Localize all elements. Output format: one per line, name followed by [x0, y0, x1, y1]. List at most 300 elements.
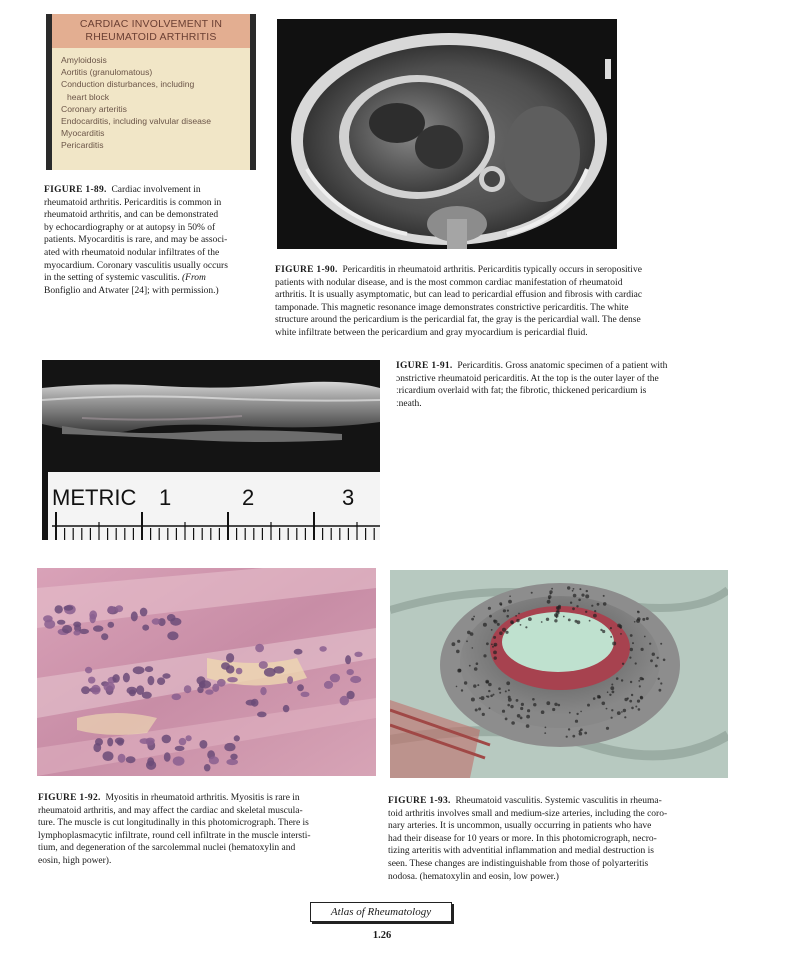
- inflammatory-cell: [587, 704, 590, 707]
- nucleus: [259, 661, 268, 669]
- inflammatory-cell: [486, 642, 489, 645]
- inflammatory-cell: [586, 590, 588, 592]
- nucleus: [107, 606, 115, 613]
- inflammatory-cell: [461, 689, 463, 691]
- ruler-label: METRIC: [52, 485, 137, 510]
- inflammatory-cell: [491, 644, 493, 646]
- nucleus: [142, 692, 152, 699]
- inflammatory-cell: [490, 695, 493, 698]
- inflammatory-cell: [622, 663, 624, 665]
- specimen-drawing: [42, 360, 380, 540]
- nucleus: [330, 674, 340, 683]
- inflammatory-cell: [659, 689, 662, 692]
- inflammatory-cell: [652, 653, 655, 656]
- inflammatory-cell: [471, 698, 475, 702]
- inflammatory-cell: [630, 648, 633, 651]
- inflammatory-cell: [492, 646, 494, 648]
- inflammatory-cell: [589, 620, 591, 622]
- ruler-number: 1: [159, 485, 172, 510]
- inflammatory-cell: [655, 665, 658, 668]
- inflammatory-cell: [558, 704, 561, 707]
- nucleus: [44, 620, 55, 629]
- book-title-box: [310, 902, 452, 922]
- inflammatory-cell: [660, 643, 662, 645]
- caption-line: tamponade. This magnetic resonance image demonstrates constrictive pericarditis. The white: [275, 302, 629, 313]
- inflammatory-cell: [555, 614, 558, 617]
- inflammatory-cell: [493, 651, 497, 655]
- inflammatory-cell: [541, 710, 545, 714]
- inflammatory-cell: [617, 711, 621, 715]
- nucleus: [205, 689, 213, 694]
- nucleus: [301, 692, 310, 697]
- nucleus: [324, 681, 333, 689]
- table-item: Amyloidosis: [61, 55, 107, 65]
- inflammatory-cell: [629, 700, 632, 703]
- inflammatory-cell: [483, 654, 486, 657]
- inflammatory-cell: [507, 610, 509, 612]
- nucleus: [234, 735, 240, 741]
- nucleus: [62, 625, 72, 633]
- nucleus: [173, 756, 185, 765]
- inflammatory-cell: [635, 662, 637, 664]
- inflammatory-cell: [591, 605, 593, 607]
- inflammatory-cell: [548, 595, 552, 599]
- nucleus: [260, 687, 266, 695]
- nucleus: [199, 682, 206, 688]
- inflammatory-cell: [576, 713, 578, 715]
- inflammatory-cell: [575, 720, 578, 723]
- inflammatory-cell: [499, 692, 501, 694]
- table-item: Aortitis (granulomatous): [61, 67, 153, 78]
- inflammatory-cell: [637, 617, 641, 621]
- caption-line: Myositis in rheumatoid arthritis. Myositis is rare in: [105, 793, 300, 803]
- inflammatory-cell: [570, 602, 572, 604]
- table-item: heart block: [67, 91, 110, 102]
- inflammatory-cell: [474, 667, 478, 671]
- figure-1-93-label: FIGURE 1-93.: [388, 796, 451, 806]
- inflammatory-cell: [469, 665, 471, 667]
- inflammatory-cell: [632, 642, 634, 644]
- inflammatory-cell: [517, 714, 521, 718]
- inflammatory-cell: [611, 717, 613, 719]
- inflammatory-cell: [526, 724, 530, 728]
- nucleus: [246, 700, 256, 706]
- caption-line: lymphoplasmacytic infiltrate, round cell infiltrate in the muscle intersti-: [38, 830, 311, 841]
- nucleus: [199, 740, 207, 749]
- nucleus: [224, 743, 235, 751]
- inflammatory-cell: [493, 636, 496, 639]
- figure-1-91-label: IGURE 1-91.: [396, 361, 453, 371]
- nucleus: [184, 685, 192, 693]
- caption-line: nary arteries. It is uncommon, usually occurring in patients who have: [388, 821, 652, 832]
- inflammatory-cell: [552, 708, 555, 711]
- table-item: Myocarditis: [61, 128, 105, 139]
- inflammatory-cell: [602, 702, 606, 706]
- mri-drawing: [277, 19, 617, 249]
- caption-line: nodosa. (hematoxylin and eosin, low power.): [388, 871, 559, 882]
- nucleus: [226, 759, 238, 765]
- inflammatory-cell: [488, 607, 491, 610]
- inflammatory-cell: [494, 656, 497, 659]
- nucleus: [227, 677, 238, 682]
- inflammatory-cell: [635, 706, 637, 708]
- inflammatory-cell: [572, 607, 575, 610]
- inflammatory-cell: [475, 709, 478, 712]
- nucleus: [152, 618, 161, 624]
- inflammatory-cell: [545, 727, 547, 729]
- inflammatory-cell: [629, 657, 631, 659]
- inflammatory-cell: [607, 691, 609, 693]
- inflammatory-cell: [507, 704, 510, 707]
- nucleus: [145, 666, 153, 672]
- caption-line: myocardium. Coronary vasculitis usually occurs: [44, 260, 228, 271]
- inflammatory-cell: [603, 595, 605, 597]
- inflammatory-cell: [581, 594, 584, 597]
- page-number: 1.26: [372, 930, 392, 941]
- inflammatory-cell: [499, 602, 502, 605]
- vasculitis-drawing: [390, 570, 728, 778]
- nucleus: [287, 676, 293, 684]
- inflammatory-cell: [568, 619, 571, 622]
- inflammatory-cell: [533, 703, 536, 706]
- inflammatory-cell: [520, 624, 522, 626]
- inflammatory-cell: [541, 621, 543, 623]
- caption-line: had their disease for 10 years or more. In this photomicrograph, necro-: [388, 833, 657, 844]
- nucleus: [297, 684, 304, 691]
- inflammatory-cell: [616, 677, 619, 680]
- inflammatory-cell: [506, 681, 510, 685]
- table-header: [52, 14, 250, 48]
- inflammatory-cell: [660, 682, 662, 684]
- inflammatory-cell: [546, 701, 550, 705]
- inflammatory-cell: [579, 732, 583, 736]
- caption-line: Rheumatoid vasculitis. Systemic vasculitis in rheuma-: [455, 796, 662, 806]
- nucleus: [148, 676, 155, 685]
- inflammatory-cell: [502, 710, 505, 713]
- ruler-number: 2: [242, 485, 255, 510]
- caption-line: patients with nodular disease, and is the most common cardiac manifestation of rheumatoid: [275, 277, 623, 288]
- caption-line: Pericarditis in rheumatoid arthritis. Pericarditis typically occurs in seropositive: [342, 265, 642, 275]
- vasculitis-micrograph: [390, 570, 728, 778]
- nucleus: [57, 620, 65, 625]
- inflammatory-cell: [576, 605, 578, 607]
- inflammatory-cell: [520, 717, 523, 720]
- inflammatory-cell: [606, 708, 608, 710]
- nucleus: [101, 633, 108, 640]
- nucleus: [294, 649, 303, 655]
- inflammatory-cell: [481, 696, 485, 700]
- inflammatory-cell: [572, 590, 574, 592]
- inflammatory-cell: [573, 588, 575, 590]
- table-item: Endocarditis, including valvular disease: [61, 116, 211, 127]
- inflammatory-cell: [515, 615, 517, 617]
- caption-line: ture. The muscle is cut longitudinally in this photomicrograph. There is: [38, 818, 309, 829]
- nucleus: [230, 754, 237, 760]
- inflammatory-cell: [518, 613, 520, 615]
- inflammatory-cell: [642, 678, 645, 681]
- table-title-line1: CARDIAC INVOLVEMENT IN: [79, 18, 223, 30]
- inflammatory-cell: [510, 705, 513, 708]
- inflammatory-cell: [624, 716, 626, 718]
- nucleus: [88, 677, 95, 684]
- caption-line: ated with rheumatoid nodular infiltrates of the: [44, 247, 220, 258]
- inflammatory-cell: [612, 691, 615, 694]
- figure-1-90-caption: [275, 264, 755, 340]
- inflammatory-cell: [637, 700, 640, 703]
- inflammatory-cell: [579, 588, 581, 590]
- inflammatory-cell: [598, 696, 600, 698]
- nucleus: [175, 746, 185, 751]
- nucleus: [273, 666, 284, 673]
- inflammatory-cell: [526, 715, 530, 719]
- inflammatory-cell: [452, 642, 456, 646]
- inflammatory-cell: [457, 669, 461, 673]
- caption-credit: Bonfiglio and Atwater [24]; with permission.): [44, 285, 219, 296]
- inflammatory-cell: [531, 592, 533, 594]
- inflammatory-cell: [642, 618, 645, 621]
- nucleus: [209, 756, 219, 764]
- inflammatory-cell: [663, 659, 666, 662]
- nucleus: [107, 738, 113, 747]
- inflammatory-cell: [593, 697, 596, 700]
- inflammatory-cell: [631, 707, 634, 710]
- figure-1-91-caption: [396, 360, 746, 410]
- inflammatory-cell: [511, 721, 515, 725]
- inflammatory-cell: [503, 609, 506, 612]
- nucleus: [140, 738, 150, 744]
- inflammatory-cell: [567, 586, 570, 589]
- inflammatory-cell: [603, 602, 607, 606]
- nucleus: [157, 677, 165, 685]
- inflammatory-cell: [556, 610, 559, 613]
- inflammatory-cell: [572, 735, 575, 738]
- nucleus: [350, 676, 361, 683]
- nucleus: [186, 735, 192, 741]
- inflammatory-cell: [508, 600, 512, 604]
- figure-1-92-label: FIGURE 1-92.: [38, 793, 101, 803]
- nucleus: [115, 605, 123, 612]
- caption-line: in the setting of systemic vasculitis.: [44, 273, 180, 284]
- figure-1-90-label: FIGURE 1-90.: [275, 265, 338, 275]
- caption-line: by echocardiography or at autopsy in 50% of: [44, 222, 216, 233]
- caption-line: toid arthritis involves small and medium-size arteries, including the coro-: [388, 808, 668, 819]
- inflammatory-cell: [641, 648, 644, 651]
- caption-line: white infiltrate between the pericardium and gray myocardium is pericardial fluid.: [275, 327, 588, 338]
- inflammatory-cell: [554, 703, 557, 706]
- inflammatory-cell: [478, 708, 481, 711]
- inflammatory-cell: [610, 627, 612, 629]
- caption-line: tium, and degeneration of the sarcolemmal nuclei (hematoxylin and: [38, 843, 296, 854]
- inflammatory-cell: [569, 712, 571, 714]
- nucleus: [221, 662, 230, 670]
- nucleus: [319, 646, 326, 652]
- inflammatory-cell: [657, 657, 659, 659]
- myositis-drawing: [37, 568, 376, 776]
- inflammatory-cell: [658, 678, 660, 680]
- nucleus: [347, 669, 354, 675]
- nucleus: [55, 605, 63, 613]
- inflammatory-cell: [510, 620, 514, 624]
- inflammatory-cell: [502, 628, 506, 632]
- inflammatory-cell: [578, 599, 581, 602]
- inflammatory-cell: [498, 687, 501, 690]
- inflammatory-cell: [456, 686, 458, 688]
- inflammatory-cell: [549, 590, 552, 593]
- nucleus: [73, 630, 80, 635]
- table-item: Conduction disturbances, including: [61, 79, 195, 90]
- inflammatory-cell: [499, 631, 503, 635]
- inflammatory-cell: [624, 698, 627, 701]
- nucleus: [217, 679, 226, 687]
- nucleus: [236, 668, 243, 675]
- nucleus: [91, 685, 101, 695]
- cardiac-involvement-table: [46, 14, 256, 170]
- inflammatory-cell: [525, 626, 527, 628]
- book-title: Atlas of Rheumatology: [330, 906, 432, 918]
- inflammatory-cell: [508, 696, 511, 699]
- figure-1-89-caption: [44, 184, 266, 297]
- inflammatory-cell: [464, 681, 467, 684]
- nucleus: [81, 686, 90, 694]
- caption-line: rheumatoid arthritis, and can be demonstrated: [44, 210, 219, 221]
- inflammatory-cell: [520, 707, 523, 710]
- inflammatory-cell: [532, 698, 535, 701]
- nucleus: [283, 705, 290, 712]
- caption-line: structure around the pericardium is the pericardial fat, the gray is the pericardial wall. The dense: [275, 315, 641, 326]
- inflammatory-cell: [630, 681, 632, 683]
- inflammatory-cell: [612, 642, 616, 646]
- inflammatory-cell: [516, 699, 519, 702]
- inflammatory-cell: [489, 615, 492, 618]
- caption-line: eosin, high power).: [38, 855, 112, 866]
- inflammatory-cell: [585, 611, 587, 613]
- inflammatory-cell: [621, 711, 623, 713]
- inflammatory-cell: [639, 685, 641, 687]
- inflammatory-cell: [621, 679, 623, 681]
- inflammatory-cell: [558, 605, 561, 608]
- inflammatory-cell: [509, 595, 511, 597]
- nucleus: [255, 644, 264, 653]
- inflammatory-cell: [610, 636, 612, 638]
- nucleus: [345, 655, 351, 664]
- inflammatory-cell: [488, 683, 492, 687]
- nucleus: [257, 712, 267, 718]
- mri-image: [277, 19, 617, 249]
- nucleus: [131, 611, 138, 621]
- inflammatory-cell: [620, 627, 622, 629]
- inflammatory-cell: [505, 631, 508, 634]
- figure-1-93-caption: [388, 795, 733, 883]
- inflammatory-cell: [467, 631, 471, 635]
- inflammatory-cell: [630, 634, 633, 637]
- caption-line: seen. These changes are indistinguishable from those of polyarteritis: [388, 858, 649, 869]
- caption-line: ːneath.: [396, 398, 422, 409]
- inflammatory-cell: [551, 588, 553, 590]
- inflammatory-cell: [585, 594, 589, 598]
- caption-line: rheumatoid arthritis. Pericarditis is common in: [44, 197, 222, 208]
- inflammatory-cell: [609, 694, 611, 696]
- inflammatory-cell: [506, 615, 509, 618]
- figure-1-89-label: FIGURE 1-89.: [44, 185, 107, 195]
- inflammatory-cell: [634, 621, 636, 623]
- inflammatory-cell: [637, 611, 639, 613]
- inflammatory-cell: [584, 732, 587, 735]
- nucleus: [108, 622, 115, 628]
- nucleus: [140, 608, 148, 617]
- inflammatory-cell: [487, 696, 489, 698]
- inflammatory-cell: [486, 681, 489, 684]
- inflammatory-cell: [516, 619, 519, 622]
- caption-line: arthritis. It is usually asymptomatic, but can lead to pericardial effusion and fibrosis with cardiac: [275, 290, 643, 301]
- inflammatory-cell: [546, 618, 549, 621]
- inflammatory-cell: [521, 703, 524, 706]
- nucleus: [85, 667, 92, 674]
- inflammatory-cell: [494, 643, 498, 647]
- specimen-image: [42, 360, 380, 540]
- inflammatory-cell: [482, 713, 485, 716]
- inflammatory-cell: [577, 620, 581, 624]
- nucleus: [133, 666, 145, 674]
- inflammatory-cell: [640, 696, 643, 699]
- inflammatory-cell: [593, 614, 597, 618]
- inflammatory-cell: [471, 618, 474, 621]
- inflammatory-cell: [606, 727, 609, 730]
- nucleus: [167, 631, 178, 640]
- inflammatory-cell: [610, 686, 614, 690]
- nucleus: [162, 735, 171, 744]
- nucleus: [347, 691, 355, 700]
- inflammatory-cell: [466, 640, 468, 642]
- inflammatory-cell: [544, 732, 546, 734]
- inflammatory-cell: [508, 689, 510, 691]
- inflammatory-cell: [527, 709, 530, 712]
- nucleus: [118, 754, 126, 763]
- nucleus: [104, 682, 115, 692]
- table-item: Coronary arteritis: [61, 103, 127, 114]
- inflammatory-cell: [649, 643, 651, 645]
- nucleus: [164, 752, 171, 762]
- inflammatory-cell: [528, 617, 532, 621]
- nucleus: [115, 738, 125, 745]
- inflammatory-cell: [476, 662, 479, 665]
- inflammatory-cell: [494, 620, 498, 624]
- nucleus: [93, 743, 101, 752]
- inflammatory-cell: [611, 709, 613, 711]
- inflammatory-cell: [483, 623, 487, 627]
- inflammatory-cell: [491, 629, 493, 631]
- inflammatory-cell: [638, 680, 640, 682]
- inflammatory-cell: [457, 640, 460, 643]
- nucleus: [204, 764, 211, 771]
- caption-credit-italic: (From: [182, 273, 206, 284]
- inflammatory-cell: [644, 636, 646, 638]
- inflammatory-cell: [473, 684, 476, 687]
- inflammatory-cell: [488, 690, 490, 692]
- nucleus: [103, 751, 114, 761]
- nucleus: [170, 618, 181, 626]
- inflammatory-cell: [568, 728, 570, 730]
- inflammatory-cell: [573, 594, 577, 598]
- caption-line: rheumatoid arthritis, and may affect the cardiac and skeletal muscula-: [38, 805, 303, 816]
- ruler-number: 3: [342, 485, 355, 510]
- nucleus: [123, 673, 130, 683]
- inflammatory-cell: [563, 616, 565, 618]
- caption-line: patients. Myocarditis is rare, and may be associ-: [44, 235, 228, 246]
- inflammatory-cell: [497, 623, 500, 626]
- nucleus: [172, 694, 182, 701]
- inflammatory-cell: [623, 709, 626, 712]
- inflammatory-cell: [580, 711, 582, 713]
